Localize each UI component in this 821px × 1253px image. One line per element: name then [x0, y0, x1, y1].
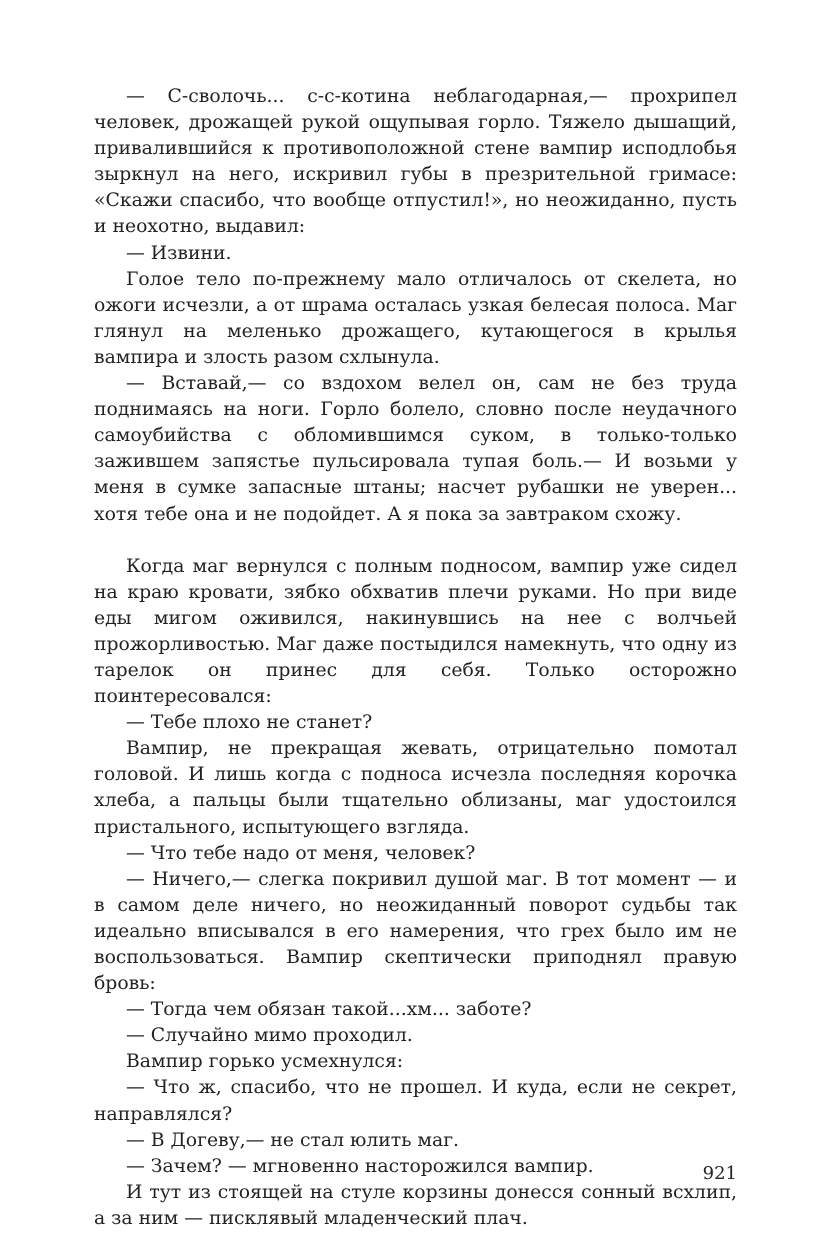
paragraph: — Извини.: [126, 242, 232, 264]
section-break: [94, 528, 737, 554]
paragraph: И тут из стоящей на стуле корзины донесся сонный всхлип, а за ним — писклявый младенческий плач.: [94, 1181, 737, 1229]
paragraph: Голое тело по-прежнему мало отличалось от скелета, но ожоги исчезли, а от шрама осталась узкая белесая полоса. Маг глянул на меленько дрожащего, кутающегося в крылья вампира и злость разом схлынула.: [94, 268, 737, 368]
paragraph: Когда маг вернулся с полным подносом, вампир уже сидел на краю кровати, зябко обхватив плечи руками. Но при виде еды мигом оживился, накинувшись на нее с волчьей прожорливостью. Маг даже постыдился намекнуть, что одну из тарелок он принес для себя. Только осторожно поинтересовался:: [94, 555, 737, 708]
paragraph: — Зачем? — мгновенно насторожился вампир.: [126, 1155, 594, 1177]
paragraph: — Вставай,— со вздохом велел он, сам не без труда поднимаясь на ноги. Горло болело, словно после неудачного самоубийства с обломившимся суком, в только-только зажившем запястье пульсировала тупая боль.— И возьми у меня в сумке запасные штаны; насчет рубашки не уверен... хотя тебе она и не подойдет. А я пока за завтраком схожу.: [94, 373, 737, 525]
paragraph: Вампир горько усмехнулся:: [126, 1051, 404, 1073]
book-page: [94, 84, 737, 1232]
page-number: 921: [702, 1163, 737, 1184]
paragraph: Вампир, не прекращая жевать, отрицательно помотал головой. И лишь когда с подноса исчезла последняя корочка хлеба, а пальцы были тщательно облизаны, маг удостоился пристального, испытующего взгляда.: [94, 738, 737, 838]
paragraph: — Случайно мимо проходил.: [126, 1025, 413, 1047]
paragraph: — Тогда чем обязан такой...хм... заботе?: [126, 999, 532, 1021]
paragraph: — Тебе плохо не станет?: [126, 712, 373, 734]
paragraph: — Что ж, спасибо, что не прошел. И куда, если не секрет, направлялся?: [94, 1077, 737, 1125]
paragraph: — С-сволочь... с-с-котина неблагодарная,— прохрипел человек, дрожащей рукой ощупывая горло. Тяжело дышащий, привалившийся к противоположной стене вампир исподлобья зыркнул на него, искривил губы в презрительной гримасе: «Скажи спасибо, что вообще отпустил!», но неожиданно, пусть и неохотно, выдавил:: [94, 86, 737, 238]
paragraph: — В Догеву,— не стал юлить маг.: [126, 1129, 460, 1151]
paragraph: — Что тебе надо от меня, человек?: [126, 842, 476, 864]
paragraph: — Ничего,— слегка покривил душой маг. В тот момент — и в самом деле ничего, но неожиданный поворот судьбы так идеально вписывался в его намерения, что грех было им не воспользоваться. Вампир скептически приподнял правую бровь:: [94, 868, 737, 995]
